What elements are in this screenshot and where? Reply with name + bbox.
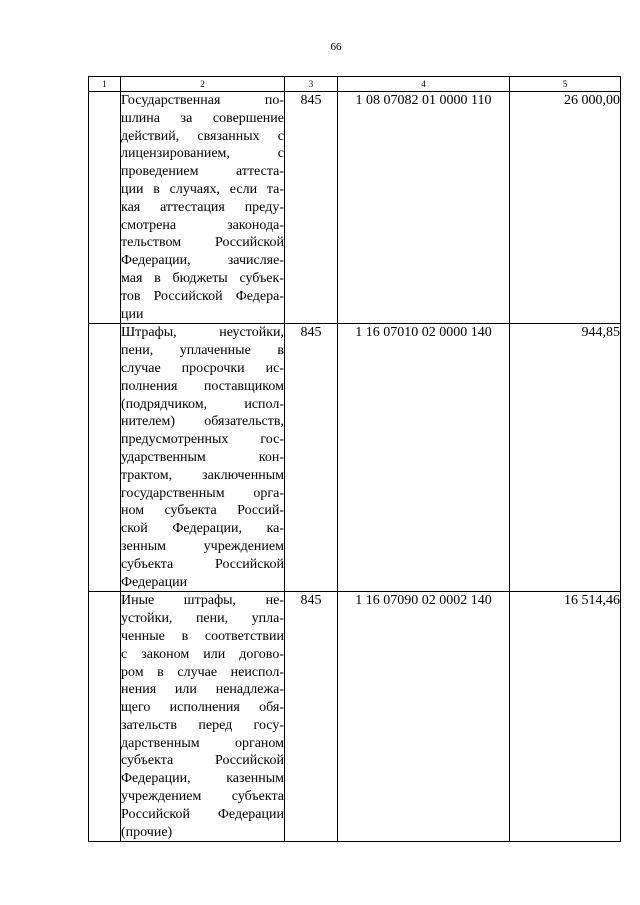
description-line: тов Российской Федера-: [121, 288, 284, 304]
column-header-5: 5: [510, 77, 621, 92]
column-header-1: 1: [89, 77, 121, 92]
description-line: Штрафы, неустойки,: [121, 325, 284, 341]
description-line: шлина за совершение: [121, 110, 284, 126]
description-line: Российской Федерации: [121, 806, 284, 822]
description-line: субъекта Российской: [121, 556, 284, 572]
table-row: [89, 324, 621, 592]
amount-cell: 26 000,00: [510, 92, 621, 324]
row-number-cell: [89, 592, 121, 842]
description-line: (прочие): [121, 824, 173, 840]
description-line: ром в случае неиспол-: [121, 664, 284, 680]
description-line: дарственным органом: [121, 735, 284, 751]
description-line: учреждением субъекта: [121, 789, 284, 805]
description-line: действий, связанных с: [121, 128, 284, 144]
table-header-row: [89, 77, 621, 92]
description-line: лицензированием, с: [121, 146, 284, 162]
administrator-code-cell: 845: [285, 92, 338, 324]
budget-classification-code-cell: 1 16 07090 02 0002 140: [338, 592, 510, 842]
revenue-description-cell: [121, 92, 285, 324]
description-line: предусмотренных гос-: [121, 432, 284, 448]
table-body: [89, 92, 621, 842]
description-line: щего исполнения обя-: [121, 700, 284, 716]
description-line: Федерации, зачисляе-: [121, 253, 284, 269]
description-line: проведением аттеста-: [121, 164, 284, 180]
description-line: с законом или догово-: [121, 646, 284, 662]
description-line: ном субъекта Россий-: [121, 503, 284, 519]
description-line: трактом, заключенным: [121, 467, 284, 483]
row-number-cell: [89, 324, 121, 592]
budget-classification-code-cell: 1 16 07010 02 0000 140: [338, 324, 510, 592]
table-row: [89, 92, 621, 324]
column-header-4: 4: [338, 77, 510, 92]
description-line: устойки, пени, упла-: [121, 611, 284, 627]
description-line: пени, уплаченные в: [121, 343, 284, 359]
description-line: ударственным кон-: [121, 449, 284, 465]
description-line: нения или ненадлежа-: [121, 682, 284, 698]
description-line: (подрядчиком, испол-: [121, 396, 284, 412]
revenue-description-cell: [121, 592, 285, 842]
row-number-cell: [89, 92, 121, 324]
description-line: ции в случаях, если та-: [121, 181, 284, 197]
description-line: зенным учреждением: [121, 538, 284, 554]
description-line: Иные штрафы, не-: [121, 593, 284, 609]
description-line: Федерации: [121, 574, 188, 590]
column-header-3: 3: [285, 77, 338, 92]
description-line: субъекта Российской: [121, 753, 284, 769]
revenue-table: [88, 76, 621, 842]
description-line: случае просрочки ис-: [121, 360, 284, 376]
description-line: мая в бюджеты субъек-: [121, 270, 284, 286]
amount-cell: 944,85: [510, 324, 621, 592]
description-line: нителем) обязательств,: [121, 414, 284, 430]
description-line: тельством Российской: [121, 235, 284, 251]
description-line: кая аттестация преду-: [121, 199, 284, 215]
page-number: 66: [330, 41, 342, 53]
revenue-description-cell: [121, 324, 285, 592]
description-line: зательств перед госу-: [121, 717, 284, 733]
description-line: полнения поставщиком: [121, 378, 284, 394]
table-row: [89, 592, 621, 842]
description-line: Государственная по-: [121, 93, 284, 108]
description-line: государственным орга-: [121, 485, 284, 501]
description-line: ченные в соответствии: [121, 628, 284, 644]
administrator-code-cell: 845: [285, 324, 338, 592]
description-line: Федерации, казенным: [121, 771, 284, 787]
description-line: смотрена законода-: [121, 217, 284, 233]
description-line: ской Федерации, ка-: [121, 521, 284, 537]
description-line: ции: [121, 306, 144, 322]
budget-classification-code-cell: 1 08 07082 01 0000 110: [338, 92, 510, 324]
administrator-code-cell: 845: [285, 592, 338, 842]
column-header-2: 2: [121, 77, 285, 92]
amount-cell: 16 514,46: [510, 592, 621, 842]
